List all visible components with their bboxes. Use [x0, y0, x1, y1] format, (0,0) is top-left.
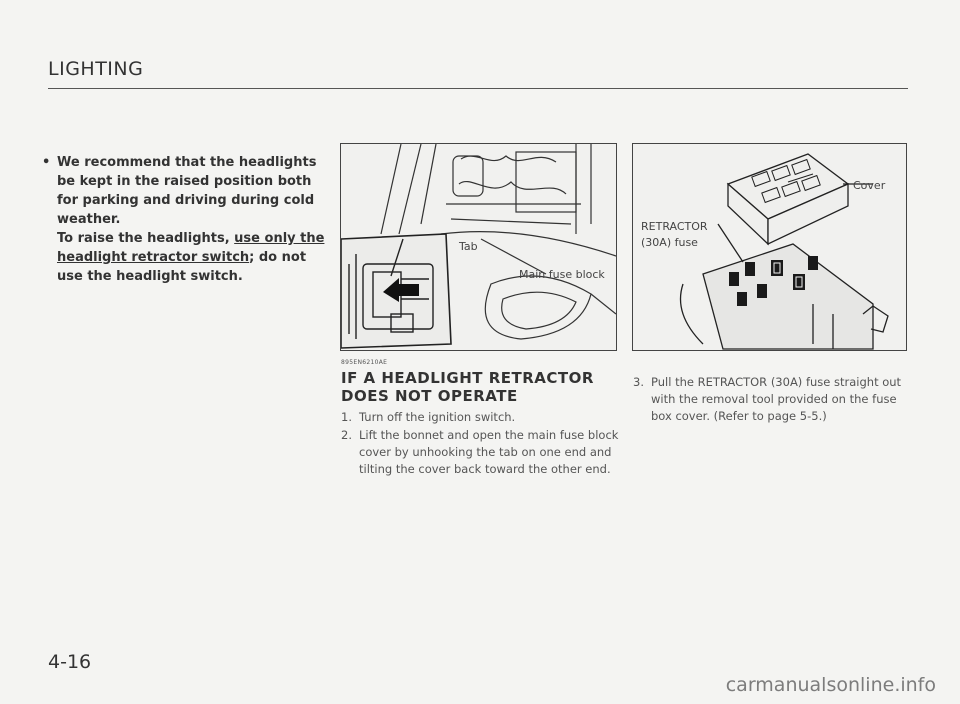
- site-watermark: carmanualsonline.info: [725, 674, 936, 696]
- bullet-icon: •: [42, 155, 51, 170]
- step-text: Lift the bonnet and open the main fuse block cover by unhooking the tab on one end and tilting the cover back toward the other end.: [359, 428, 619, 476]
- page-number: 4-16: [48, 651, 92, 673]
- section-header: LIGHTING: [48, 58, 144, 80]
- engine-bay-illustration: [341, 144, 616, 350]
- retractor-switch-emphasis: use only the headlight retractor switch: [57, 231, 325, 265]
- engine-bay-figure: [340, 143, 617, 351]
- procedure-steps-left: [341, 409, 621, 479]
- tab-callout: Tab: [459, 240, 478, 253]
- recommendation-text: We recommend that the headlights be kept in the raised position both for parking and driving during cold weather.: [57, 155, 317, 227]
- procedure-step: [341, 409, 621, 426]
- step-number: 1.: [341, 410, 352, 424]
- recommendation-instruction: [57, 229, 325, 286]
- instruction-prefix: To raise the headlights,: [57, 231, 235, 246]
- header-divider: [48, 88, 908, 89]
- procedure-step: [633, 374, 913, 425]
- procedure-title: IF A HEADLIGHT RETRACTOR DOES NOT OPERATE: [341, 369, 594, 405]
- retractor-callout: RETRACTOR: [641, 220, 708, 233]
- step-number: 3.: [633, 375, 644, 389]
- figure-code: 895EN6210AE: [341, 359, 388, 366]
- step-text: Turn off the ignition switch.: [359, 410, 516, 424]
- step-number: 2.: [341, 428, 352, 442]
- fuse-box-figure: [632, 143, 907, 351]
- instruction-suffix: ; do not use the headlight switch.: [57, 250, 307, 284]
- fuse-rating-callout: (30A) fuse: [641, 236, 698, 249]
- cover-callout: Cover: [853, 179, 886, 192]
- recommendation-note: [42, 153, 325, 286]
- step-text: Pull the RETRACTOR (30A) fuse straight out with the removal tool provided on the fuse box cover. (Refer to page 5-5.): [651, 375, 902, 423]
- procedure-steps-right: [633, 374, 913, 426]
- procedure-step: [341, 427, 621, 478]
- main-fuse-block-callout: Main fuse block: [519, 268, 605, 281]
